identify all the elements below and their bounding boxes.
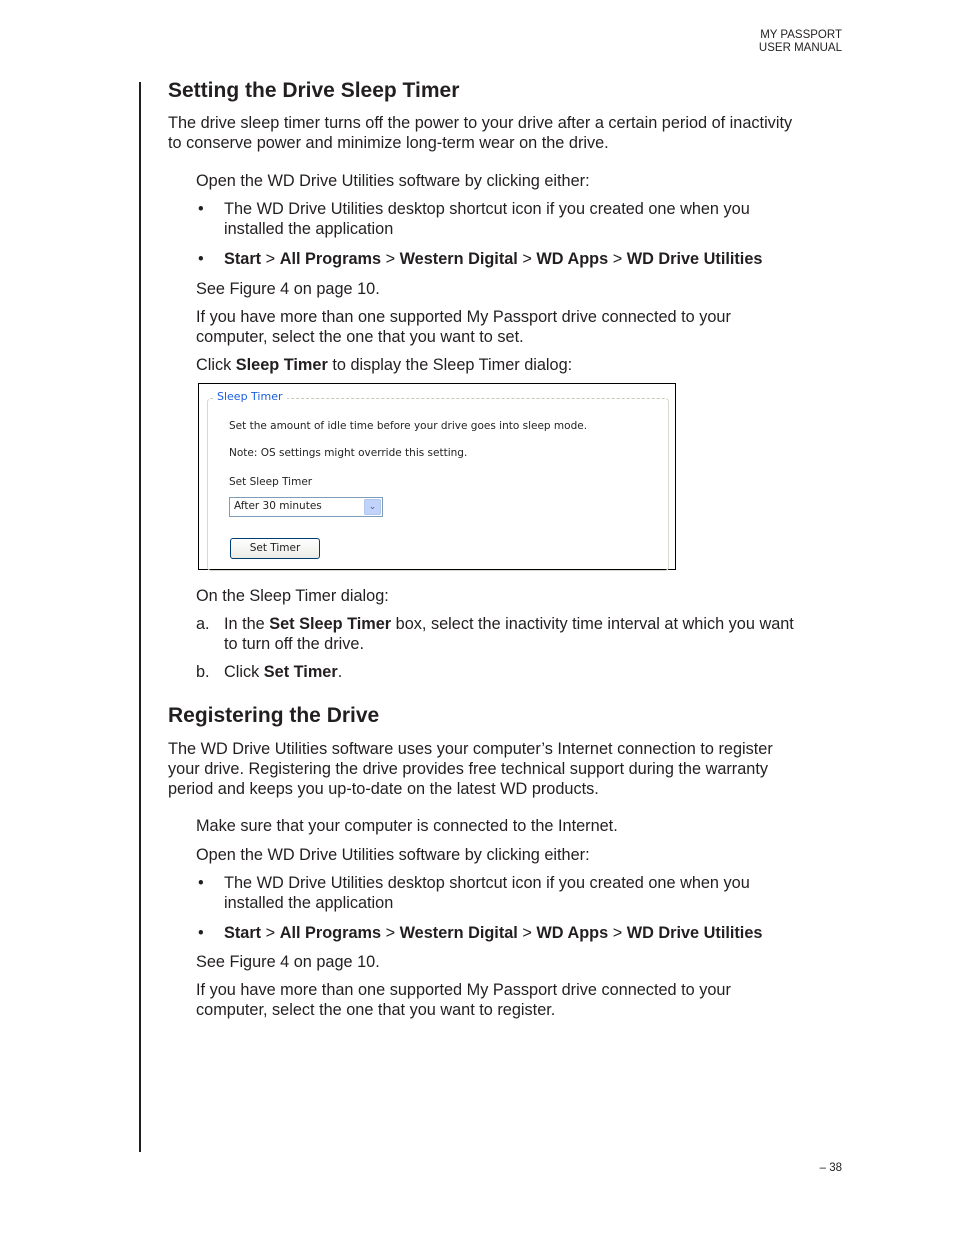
path-wd-apps: WD Apps [536, 250, 609, 268]
register-intro [168, 739, 773, 799]
click-instruction [196, 355, 572, 375]
step-marker: a. [196, 615, 210, 633]
more-than-one [196, 980, 731, 1020]
running-header [759, 29, 842, 55]
text: Click [196, 356, 236, 374]
text: box, select the inactivity time interval at which you want [391, 615, 794, 633]
sep: > [265, 924, 276, 942]
sep: > [522, 250, 532, 268]
intro-paragraph [168, 113, 792, 153]
bullet-shortcut [224, 873, 750, 913]
path-start: Start [224, 924, 262, 942]
path-western-digital: Western Digital [399, 250, 518, 268]
section-heading-registering: Registering the Drive [168, 704, 380, 727]
open-instruction: Open the WD Drive Utilities software by clicking either: [196, 846, 590, 864]
text-line: installed the application [224, 220, 394, 238]
bullet-shortcut [224, 199, 750, 239]
sep: > [612, 924, 623, 942]
chevron-down-icon[interactable]: ⌄ [364, 499, 381, 515]
step-a [224, 614, 794, 654]
path-wd-apps: WD Apps [536, 924, 609, 942]
step-marker: b. [196, 663, 210, 681]
margin-rule [139, 82, 141, 1152]
path-wd-drive-utilities: WD Drive Utilities [626, 924, 763, 942]
text-line: period and keeps you up-to-date on the latest WD products. [168, 780, 599, 798]
more-than-one [196, 307, 731, 347]
bold-text: Sleep Timer [235, 356, 328, 374]
sleep-timer-dialog [198, 383, 676, 570]
dialog-legend: Sleep Timer [213, 390, 287, 403]
bullet-icon: • [198, 924, 204, 942]
set-timer-button[interactable]: Set Timer [230, 538, 320, 559]
sep: > [612, 250, 623, 268]
sleep-timer-select[interactable] [229, 497, 383, 517]
path-western-digital: Western Digital [399, 924, 518, 942]
text-line: computer, select the one that you want to register. [196, 1001, 556, 1019]
text: Click [224, 663, 264, 681]
dialog-note: Note: OS settings might override this setting. [229, 447, 468, 459]
text-line: to turn off the drive. [224, 635, 364, 653]
text-line: The WD Drive Utilities software uses your computer’s Internet connection to register [168, 740, 773, 758]
dialog-description: Set the amount of idle time before your drive goes into sleep mode. [229, 420, 588, 432]
bullet-start-path [224, 923, 762, 943]
bullet-start-path [224, 249, 762, 269]
see-figure: See Figure 4 on page 10. [196, 280, 380, 298]
text-line: your drive. Registering the drive provides free technical support during the warranty [168, 760, 768, 778]
text-line: installed the application [224, 894, 394, 912]
text-line: If you have more than one supported My Passport drive connected to your [196, 981, 731, 999]
sep: > [385, 924, 396, 942]
see-figure: See Figure 4 on page 10. [196, 953, 380, 971]
open-instruction: Open the WD Drive Utilities software by clicking either: [196, 172, 590, 190]
sep: > [522, 924, 532, 942]
text-line: The WD Drive Utilities desktop shortcut icon if you created one when you [224, 874, 750, 892]
text-line: The WD Drive Utilities desktop shortcut icon if you created one when you [224, 200, 750, 218]
path-all-programs: All Programs [279, 924, 382, 942]
header-manual: USER MANUAL [758, 42, 842, 54]
text-line: If you have more than one supported My Passport drive connected to your [196, 308, 731, 326]
text-line: The drive sleep timer turns off the power to your drive after a certain period of inactivity [168, 114, 793, 132]
bullet-icon: • [198, 200, 204, 218]
bold-text: Set Timer [263, 663, 338, 681]
bold-text: Set Sleep Timer [269, 615, 392, 633]
text: In the [224, 615, 270, 633]
on-dialog: On the Sleep Timer dialog: [196, 587, 389, 605]
text-line: computer, select the one that you want to set. [196, 328, 524, 346]
sep: > [265, 250, 276, 268]
path-wd-drive-utilities: WD Drive Utilities [626, 250, 763, 268]
section-heading-sleep-timer: Setting the Drive Sleep Timer [168, 79, 460, 102]
make-sure: Make sure that your computer is connected to the Internet. [196, 817, 618, 835]
text: to display the Sleep Timer dialog: [327, 356, 573, 374]
select-label: Set Sleep Timer [229, 476, 313, 488]
page-number: – 38 [819, 1162, 842, 1174]
path-start: Start [224, 250, 262, 268]
bullet-icon: • [198, 874, 204, 892]
header-product: MY PASSPORT [760, 29, 842, 41]
bullet-icon: • [198, 250, 204, 268]
select-value: After 30 minutes [234, 500, 322, 512]
text: . [337, 663, 343, 681]
sep: > [385, 250, 396, 268]
text-line: to conserve power and minimize long-term wear on the drive. [168, 134, 609, 152]
path-all-programs: All Programs [279, 250, 382, 268]
step-b [224, 662, 342, 682]
